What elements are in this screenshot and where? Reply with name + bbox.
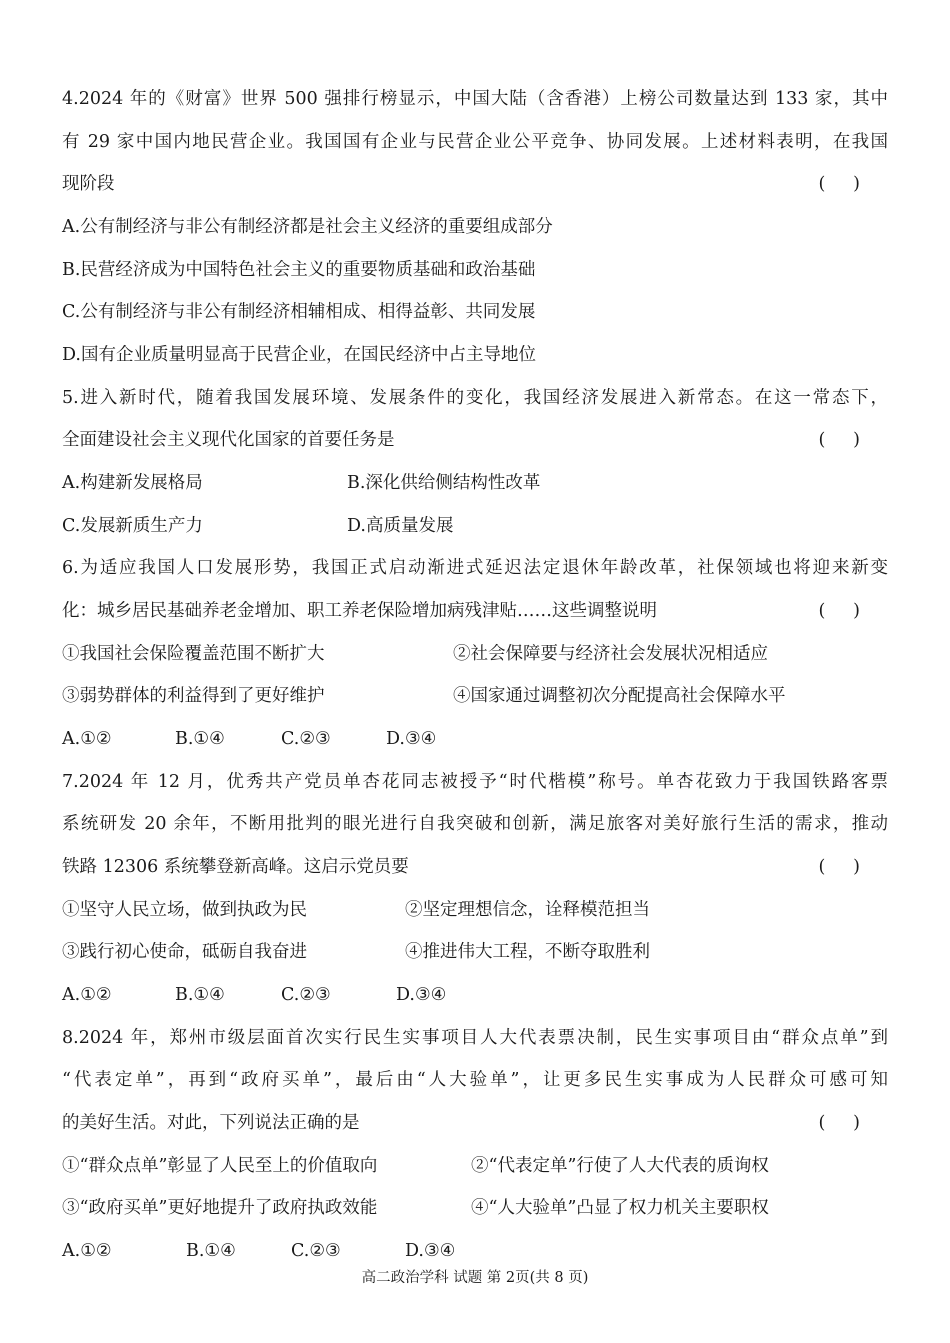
q7-item-2: ②坚定理想信念，诠释模范担当 [405,900,650,920]
q6-item-3: ③弱势群体的利益得到了更好维护 [62,686,325,706]
q6-option-c: C.②③ [281,729,331,749]
page-footer: 高二政治学科 试题 第 2页(共 8 页) [361,1270,589,1286]
q8-item-2: ②“代表定单”行使了人大代表的质询权 [471,1156,769,1176]
q5-option-b: B.深化供给侧结构性改革 [347,473,541,493]
q6-answer-paren: ( ) [818,601,860,621]
q7-option-c: C.②③ [281,985,331,1005]
q7-item-1: ①坚守人民立场，做到执政为民 [62,900,307,920]
q5-option-c: C.发展新质生产力 [62,516,203,536]
q4-option-c: C.公有制经济与非公有制经济相辅相成、相得益彰、共同发展 [62,302,536,322]
q4-stem-line-1: 4.2024 年的《财富》世界 500 强排行榜显示，中国大陆（含香港）上榜公司数量达到 133 家，其中 [62,89,888,109]
q6-item-2: ②社会保障要与经济社会发展状况相适应 [453,644,768,664]
q8-option-c: C.②③ [291,1241,341,1261]
q5-stem-line-1: 5.进入新时代，随着我国发展环境、发展条件的变化，我国经济发展进入新常态。在这一常态下， [62,388,888,408]
q4-option-a: A.公有制经济与非公有制经济都是社会主义经济的重要组成部分 [62,217,553,237]
q6-item-4: ④国家通过调整初次分配提高社会保障水平 [453,686,786,706]
q5-option-d: D.高质量发展 [347,516,454,536]
q7-item-4: ④推进伟大工程，不断夺取胜利 [405,942,650,962]
q6-option-d: D.③④ [386,729,437,749]
q4-option-b: B.民营经济成为中国特色社会主义的重要物质基础和政治基础 [62,260,536,280]
q6-stem-line-2: 化：城乡居民基础养老金增加、职工养老保险增加病残津贴……这些调整说明 [62,601,657,621]
q5-stem-line-2: 全面建设社会主义现代化国家的首要任务是 [62,430,395,450]
q7-stem-line-2: 系统研发 20 余年，不断用批判的眼光进行自我突破和创新，满足旅客对美好旅行生活的需求，推动 [62,814,888,834]
q4-answer-paren: ( ) [818,174,860,194]
q7-answer-paren: ( ) [818,857,860,877]
q8-stem-line-1: 8.2024 年，郑州市级层面首次实行民生实事项目人大代表票决制，民生实事项目由“群众点单”到 [62,1028,888,1048]
q7-stem-line-3: 铁路 12306 系统攀登新高峰。这启示党员要 [62,857,409,877]
q6-stem-line-1: 6.为适应我国人口发展形势，我国正式启动渐进式延迟法定退休年龄改革，社保领域也将迎来新变 [62,558,888,578]
q8-option-d: D.③④ [405,1241,456,1261]
q8-item-4: ④“人大验单”凸显了权力机关主要职权 [471,1198,769,1218]
q6-item-1: ①我国社会保险覆盖范围不断扩大 [62,644,325,664]
q5-option-a: A.构建新发展格局 [62,473,203,493]
q7-option-a: A.①② [62,985,112,1005]
q7-item-3: ③践行初心使命，砥砺自我奋进 [62,942,307,962]
q8-option-b: B.①④ [186,1241,236,1261]
q8-answer-paren: ( ) [818,1113,860,1133]
q6-option-b: B.①④ [175,729,225,749]
q8-stem-line-2: “代表定单”，再到“政府买单”，最后由“人大验单”，让更多民生实事成为人民群众可感可知 [62,1070,888,1090]
q4-stem-line-3: 现阶段 [62,174,115,194]
q4-stem-line-2: 有 29 家中国内地民营企业。我国国有企业与民营企业公平竞争、协同发展。上述材料表明，在我国 [62,132,888,152]
q5-answer-paren: ( ) [818,430,860,450]
q8-item-1: ①“群众点单”彰显了人民至上的价值取向 [62,1156,378,1176]
q7-option-d: D.③④ [396,985,447,1005]
q7-option-b: B.①④ [175,985,225,1005]
q7-stem-line-1: 7.2024 年 12 月，优秀共产党员单杏花同志被授予“时代楷模”称号。单杏花致力于我国铁路客票 [62,772,888,792]
q6-option-a: A.①② [62,729,112,749]
q8-option-a: A.①② [62,1241,112,1261]
q4-option-d: D.国有企业质量明显高于民营企业，在国民经济中占主导地位 [62,345,536,365]
q8-item-3: ③“政府买单”更好地提升了政府执政效能 [62,1198,378,1218]
q8-stem-line-3: 的美好生活。对此，下列说法正确的是 [62,1113,360,1133]
